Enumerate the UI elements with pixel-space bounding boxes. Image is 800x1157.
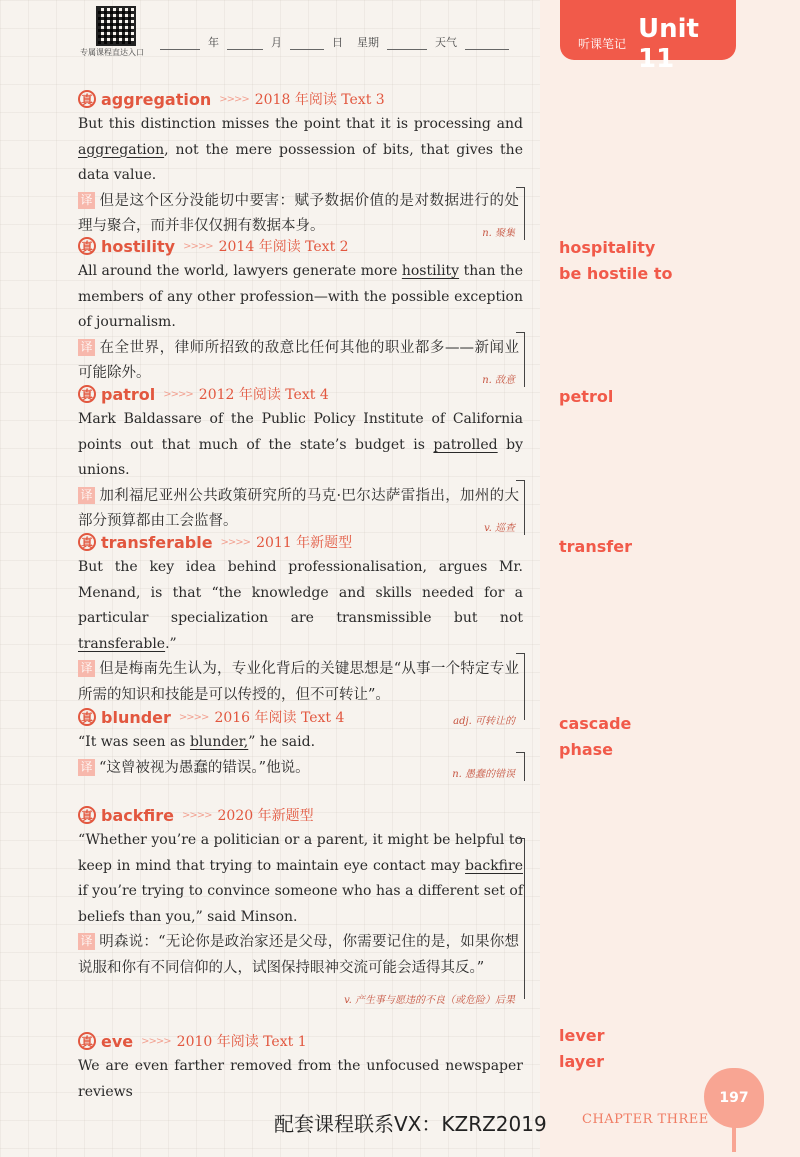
translation-badge-icon: 译 [78,933,95,950]
vocab-entry-eve [78,1030,523,1105]
month-blank [227,37,263,50]
english-sentence [78,828,523,930]
sentence-text: All around the world, lawyers generate more [78,263,402,279]
month-label: 月 [271,36,282,49]
english-sentence [78,555,523,657]
translation-text: 但是这个区分没能切中要害：赋予数据价值的是对数据进行的处理与聚合，而并非仅仅拥有数据本身。 [78,192,519,234]
arrow-icon: >>>> [181,809,212,821]
translation-badge-icon: 译 [78,339,95,356]
english-sentence [78,112,523,189]
sentence-text: “Whether you’re a politician or a parent, it might be helpful to keep in mind that trying to maintain eye contact may [78,832,523,874]
related-word: transfer [559,537,632,556]
weather-blank [465,37,509,50]
bracket-line [516,187,525,240]
sentence-text: But this distinction misses the point that it is processing and [78,116,523,132]
arrow-icon: >>>> [163,388,193,400]
headword-row [78,804,523,826]
part-of-speech: v. 产生事与愿违的不良（或危险）后果 [344,995,515,1006]
zhen-badge-icon: 真 [78,90,96,108]
english-sentence [78,1054,523,1105]
sentence-text: , not the mere possession of bits, that gives the data value. [78,141,523,183]
zhen-badge-icon: 真 [78,806,96,824]
weekday-blank [387,37,427,50]
sentence-text: “It was seen as [78,734,190,750]
headword: hostility [101,236,176,256]
sentence-text: Mark Baldassare of the Public Policy Institute of California points out that much of the state’s budget is [78,411,523,453]
translation-badge-icon: 译 [78,487,95,504]
zhen-badge-icon: 真 [78,1032,96,1050]
english-sentence [78,730,523,756]
translation-text: 在全世界，律师所招致的敌意比任何其他的职业都多——新闻业可能除外。 [78,339,519,381]
chinese-translation [78,336,523,387]
zhen-badge-icon: 真 [78,237,96,255]
translation-text: 明森说：“无论你是政治家还是父母，你需要记住的是，如果你想说服和你有不同信仰的人，试图保持眼神交流可能会适得其反。” [78,934,519,976]
exam-source: 2018 年阅读 Text 3 [254,92,385,108]
related-words-eve [559,1023,605,1075]
vocab-entry-aggregation [78,88,523,240]
headword-row [78,88,523,110]
vocab-entry-backfire [78,804,523,1006]
highlighted-word: blunder, [189,734,249,750]
headword: transferable [101,532,213,552]
translation-badge-icon: 译 [78,660,95,677]
headword-row [78,706,523,728]
date-weather-line [160,34,509,50]
bracket-line [516,332,525,387]
chinese-translation [78,756,523,782]
vocab-entry-blunder [78,706,523,781]
part-of-speech: n. 聚集 [482,227,515,239]
related-words-blunder [559,711,631,763]
related-word: layer [559,1052,604,1071]
headword-row [78,383,523,405]
qr-code-icon[interactable] [96,6,136,46]
bracket-line [516,752,525,781]
arrow-icon: >>>> [141,1035,171,1047]
arrow-icon: >>>> [178,711,209,723]
page-number: 197 [719,1090,749,1106]
translation-text: “这曾被视为愚蠢的错误。”他说。 [99,759,310,776]
weekday-label: 星期 [357,36,379,49]
related-word: phase [559,740,614,759]
bracket-line [516,838,525,999]
highlighted-word: backfire [465,857,523,874]
arrow-icon: >>>> [183,240,213,252]
footer-contact: 配套课程联系VX：KZRZ2019 [274,1112,547,1136]
chinese-translation [78,189,523,240]
part-of-speech: adj. 可转让的 [453,716,515,727]
vocab-entry-transferable [78,531,523,732]
qr-caption: 专属课程直达入口 [80,48,144,57]
zhen-badge-icon: 真 [78,385,96,403]
headword: aggregation [101,89,212,109]
unit-tab [560,0,736,74]
unit-title: Unit 11 [638,14,699,74]
headword: blunder [101,707,171,727]
exam-source: 2020 年新题型 [217,808,314,824]
part-of-speech: v. 巡查 [484,522,515,534]
page-number-tree-icon [704,1068,764,1128]
english-sentence [78,407,523,484]
part-of-speech: n. 愚蠢的错误 [452,768,515,780]
related-word: lever [559,1026,605,1045]
translation-badge-icon: 译 [78,759,95,776]
english-sentence [78,259,523,336]
sentence-text: But the key idea behind professionalisation, argues Mr. Menand, is that “the knowledge and skills needed for a particular specialization are transmissible but not [78,559,523,626]
margin-note-panel [540,0,800,1157]
vocab-entry-patrol [78,383,523,535]
unit-note-label: 听课笔记 [578,37,627,51]
chinese-translation [78,930,523,1006]
arrow-icon: >>>> [220,536,251,548]
zhen-badge-icon: 真 [78,533,96,551]
related-word: cascade [559,714,632,733]
part-of-speech: n. 敌意 [482,374,515,386]
highlighted-word: aggregation [78,141,165,158]
related-words-transferable [559,534,632,560]
day-label: 日 [332,36,343,49]
highlighted-word: patrolled [433,436,498,453]
translation-badge-icon: 译 [78,192,95,209]
sentence-text: We are even farther removed from the unfocused newspaper reviews [78,1058,523,1100]
exam-source: 2014 年阅读 Text 2 [218,239,349,255]
vocab-entry-hostility [78,235,523,387]
headword: backfire [101,805,174,825]
exam-source: 2011 年新题型 [256,535,353,551]
exam-source: 2012 年阅读 Text 4 [198,387,329,403]
sentence-text: ” he said. [248,734,316,750]
bracket-line [516,480,525,535]
year-label: 年 [208,36,219,49]
chapter-label: CHAPTER THREE [582,1112,709,1127]
headword-row [78,1030,523,1052]
sentence-text: than the members of any other profession—with the possible exception of journalism. [78,263,523,330]
headword-row [78,531,523,553]
headword: patrol [101,384,156,404]
headword-row [78,235,523,257]
exam-source: 2016 年阅读 Text 4 [214,710,345,726]
weather-label: 天气 [435,36,457,49]
related-word: hospitality [559,238,656,257]
highlighted-word: transferable [78,635,166,652]
tree-stem [732,1122,736,1152]
sentence-text: if you’re trying to convince someone who has a different set of beliefs than you,” said Minson. [78,883,523,925]
year-blank [160,37,200,50]
chinese-translation [78,484,523,535]
exam-source: 2010 年阅读 Text 1 [176,1034,307,1050]
related-word: petrol [559,387,614,406]
highlighted-word: hostility [401,263,460,279]
related-words-patrol [559,384,613,410]
sentence-text: .” [165,635,177,652]
translation-text: 加利福尼亚州公共政策研究所的马克·巴尔达萨雷指出，加州的大部分预算都由工会监督。 [78,487,519,529]
sentence-text: by unions. [78,436,523,478]
day-blank [290,37,324,50]
headword: eve [101,1031,134,1051]
arrow-icon: >>>> [219,93,249,105]
translation-text: 但是梅南先生认为，专业化背后的关键思想是“从事一个特定专业所需的知识和技能是可以传授的，但不可转让”。 [78,661,519,703]
related-word: be hostile to [559,264,673,283]
related-words-hostility [559,235,672,287]
zhen-badge-icon: 真 [78,708,96,726]
